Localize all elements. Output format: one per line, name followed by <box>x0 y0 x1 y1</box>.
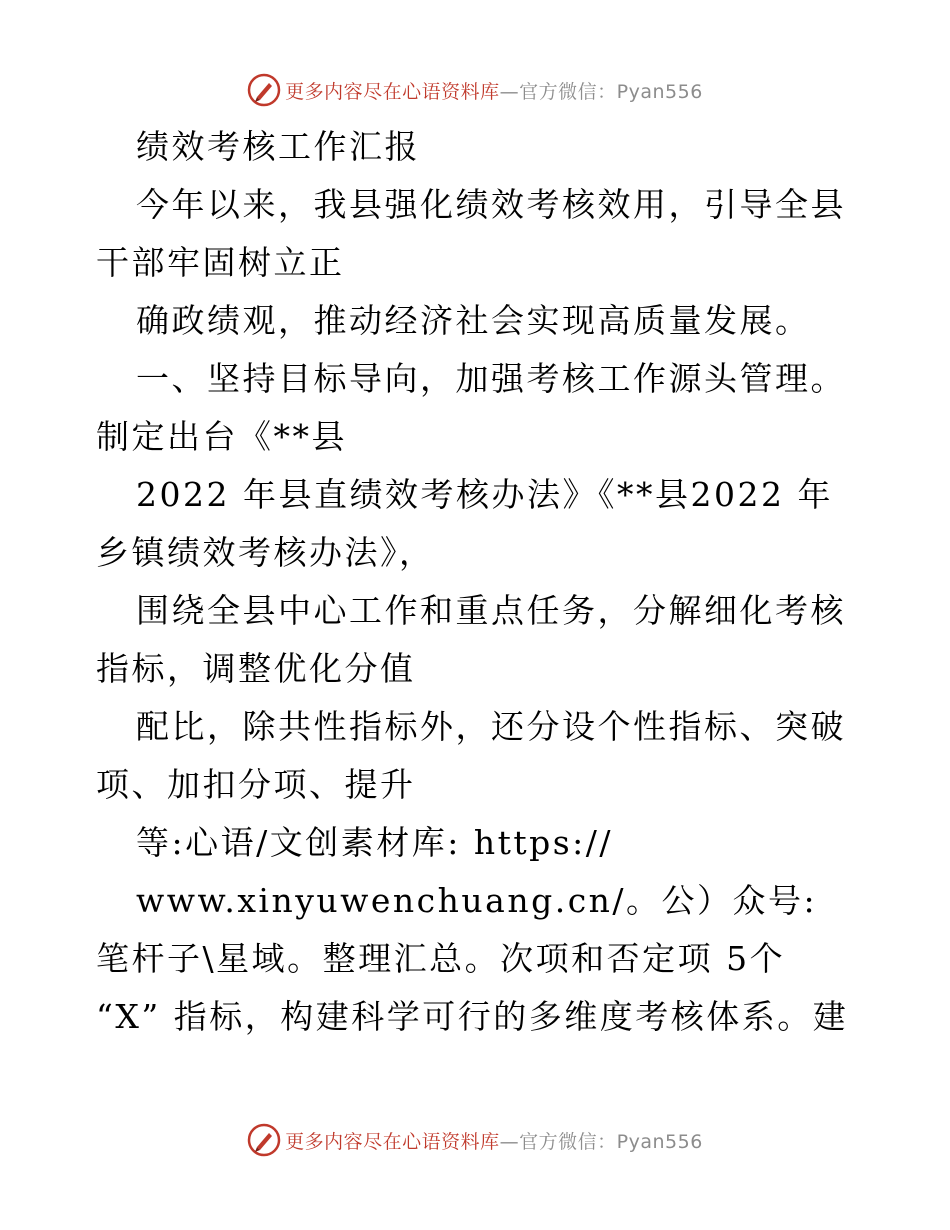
paragraph: 确政绩观，推动经济社会实现高质量发展。 <box>136 301 811 340</box>
banner-wechat: —官方微信：Pyan556 <box>499 1130 703 1153</box>
footer-banner <box>0 1120 950 1160</box>
header-banner <box>0 70 950 110</box>
pen-logo-icon <box>247 1123 281 1157</box>
banner-label <box>285 77 703 104</box>
document-body <box>96 118 856 1046</box>
pen-logo-icon <box>247 73 281 107</box>
banner-title: 更多内容尽在心语资料库 <box>285 1130 500 1153</box>
document-title: 绩效考核工作汇报 <box>136 127 420 166</box>
paragraph: 今年以来，我县强化绩效考核效用，引导全县干部牢固树立正 <box>96 185 846 282</box>
paragraph: 2022 年县直绩效考核办法》《**县2022 年乡镇绩效考核办法》， <box>96 475 833 572</box>
banner-label <box>285 1127 703 1154</box>
banner-title: 更多内容尽在心语资料库 <box>285 80 500 103</box>
paragraph: 一、坚持目标导向，加强考核工作源头管理。制定出台《**县 <box>96 359 846 456</box>
paragraph: 配比，除共性指标外，还分设个性指标、突破项、加扣分项、提升 <box>96 707 846 804</box>
banner-wechat: —官方微信：Pyan556 <box>499 80 703 103</box>
paragraph: 围绕全县中心工作和重点任务，分解细化考核指标，调整优化分值 <box>96 591 846 688</box>
paragraph: www.xinyuwenchuang.cn/。公）众号: 笔杆子\星域。整理汇总。次项和否定项 5个 “X” 指标，构建科学可行的多维度考核体系。建 <box>96 881 849 1036</box>
paragraph: 等:心语/文创素材库: https:// <box>136 823 614 862</box>
